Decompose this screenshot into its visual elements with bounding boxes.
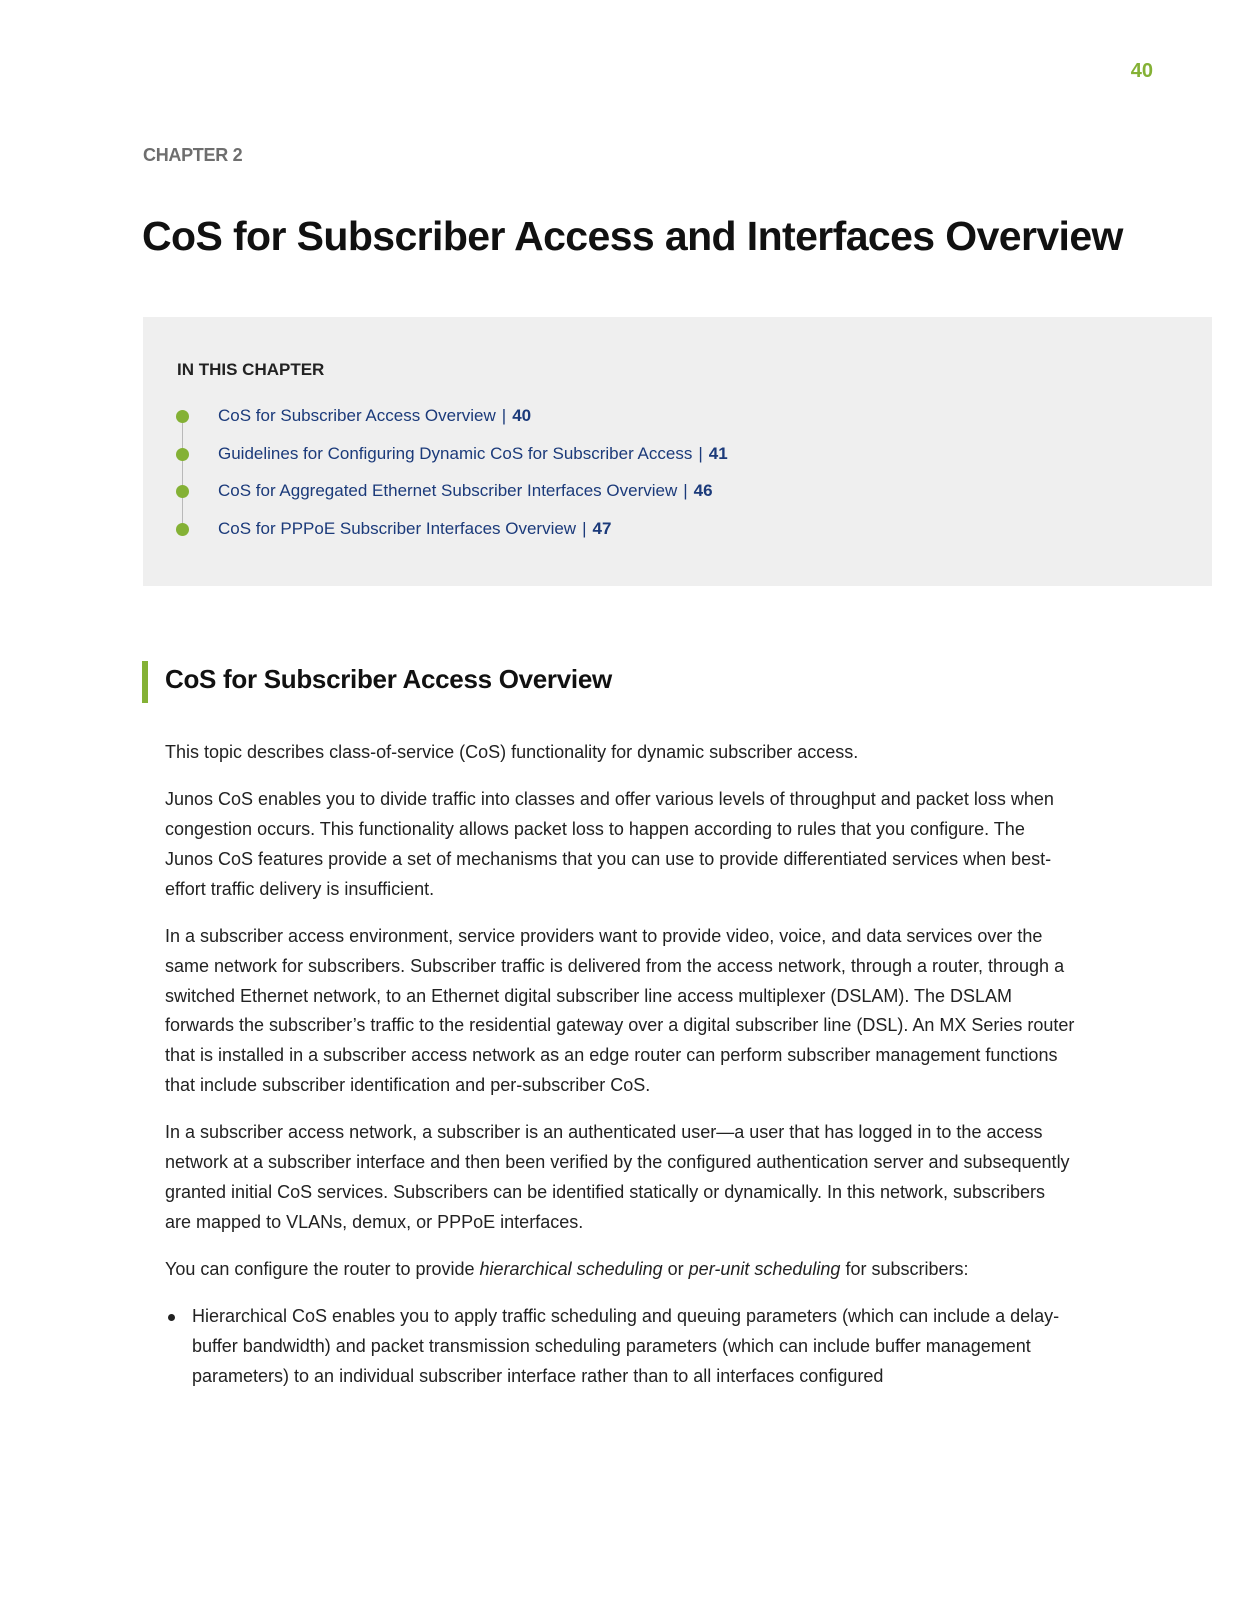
toc-separator: | (683, 481, 688, 500)
toc-separator: | (698, 443, 703, 463)
list-item (165, 1302, 1075, 1391)
toc-separator: | (582, 518, 587, 538)
page-number: 40 (1130, 60, 1153, 82)
section-body (165, 738, 1075, 1392)
section-title: CoS for Subscriber Access Overview (165, 664, 612, 694)
toc-item[interactable] (143, 403, 728, 441)
paragraph: In a subscriber access network, a subscriber is an authenticated user—a user that has logged in to the access network at a subscriber interface and then been verified by the configured authentication server and subsequently granted initial CoS services. Subscribers can be identified statically or dynamically. In this network, subscribers are mapped to VLANs, demux, or PPPoE interfaces. (165, 1122, 1070, 1232)
text-run: You can configure the router to provide (165, 1258, 480, 1279)
toc-item[interactable] (143, 441, 728, 479)
bullet-list (165, 1302, 1075, 1391)
text-run: for subscribers: (840, 1258, 969, 1279)
in-this-chapter-box (143, 317, 1212, 586)
paragraph: In a subscriber access environment, service providers want to provide video, voice, and data services over the same network for subscribers. Subscriber traffic is delivered from the access network, through a router, through a switched Ethernet network, to an Ethernet digital subscriber line access multiplexer (DSLAM). The DSLAM forwards the subscriber’s traffic to the residential gateway over a digital subscriber line (DSL). An MX Series router that is installed in a subscriber access network as an edge router can perform subscriber management functions that include subscriber identification and per-subscriber CoS. (165, 925, 1075, 1095)
paragraph: This topic describes class-of-service (CoS) functionality for dynamic subscriber access. (165, 742, 859, 762)
toc-item-label[interactable]: CoS for Aggregated Ethernet Subscriber Interfaces Overview (218, 481, 678, 500)
section-accent-bar (142, 661, 148, 703)
chapter-label: CHAPTER 2 (143, 145, 243, 165)
toc-item-page[interactable]: 41 (708, 443, 728, 463)
toc-item-page[interactable]: 46 (693, 481, 713, 500)
chapter-title: CoS for Subscriber Access and Interfaces Overview (142, 213, 1123, 259)
text-run: or (662, 1258, 689, 1279)
toc-item[interactable] (143, 478, 728, 516)
toc-item[interactable] (143, 516, 728, 554)
toc-item-page[interactable]: 47 (592, 518, 612, 538)
bullet-dot-icon (176, 448, 189, 461)
toc-list (143, 403, 728, 553)
toc-item-page[interactable]: 40 (512, 406, 532, 425)
term-hierarchical-scheduling: hierarchical scheduling (479, 1258, 663, 1279)
toc-heading: IN THIS CHAPTER (177, 360, 325, 379)
toc-item-label[interactable]: Guidelines for Configuring Dynamic CoS for Subscriber Access (218, 443, 693, 463)
toc-item-label[interactable]: CoS for Subscriber Access Overview (218, 406, 496, 425)
bullet-dot-icon (176, 523, 189, 536)
bullet-dot-icon (176, 410, 189, 423)
toc-item-label[interactable]: CoS for PPPoE Subscriber Interfaces Overview (218, 518, 577, 538)
scheduling-paragraph (165, 1255, 1075, 1285)
bullet-icon (168, 1314, 175, 1321)
list-item-text: Hierarchical CoS enables you to apply traffic scheduling and queuing parameters (which can include a delay-buffer bandwidth) and packet transmission scheduling parameters (which can include buffer management parameters) to an individual subscriber interface rather than to all interfaces configured (192, 1306, 1060, 1386)
term-per-unit-scheduling: per-unit scheduling (688, 1258, 841, 1279)
toc-separator: | (501, 406, 507, 425)
paragraph: Junos CoS enables you to divide traffic into classes and offer various levels of throughput and packet loss when congestion occurs. This functionality allows packet loss to happen according to rules that you configure. The Junos CoS features provide a set of mechanisms that you can use to provide differentiated services when best-effort traffic delivery is insufficient. (165, 789, 1054, 899)
bullet-dot-icon (176, 485, 189, 498)
